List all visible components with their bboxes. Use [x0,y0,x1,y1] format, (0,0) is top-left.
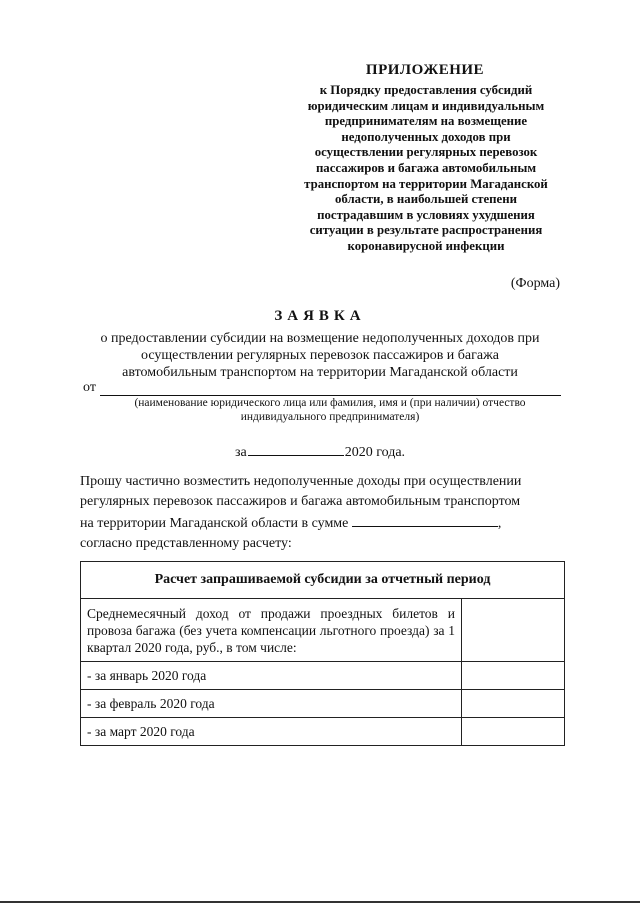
appendix-line: пострадавшим в условиях ухудшения [317,207,535,222]
subsidy-calculation-table [80,561,565,746]
appendix-line: транспортом на территории Магаданской [304,176,548,191]
request-line-sum [80,512,568,534]
appendix-line: области, в наибольшей степени [335,192,517,207]
row-value-cell[interactable] [462,599,565,662]
request-line: регулярных перевозок пассажиров и багажа автомобильным транспортом [80,494,521,509]
table-header-row [81,562,565,599]
table-row [81,599,565,662]
caption-line: (наименование юридического лица или фамилия, имя и (при наличии) отчество [134,397,526,409]
application-title: ЗАЯВКА [274,308,366,324]
page-bottom-divider [0,901,640,903]
request-line: Прошу частично возместить недополученные доходы при осуществлении [80,474,522,489]
appendix-line: пассажиров и багажа автомобильным [315,160,537,175]
form-label: (Форма) [510,276,560,291]
appendix-text [276,83,576,255]
row-label: - за март 2020 года [81,718,462,746]
table-row [81,662,565,690]
row-value-cell[interactable] [462,662,565,690]
period-prefix: за [234,445,247,460]
caption-line: индивидуального предпринимателя) [240,411,420,423]
table-row [81,690,565,718]
table-header: Расчет запрашиваемой субсидии за отчетный период [81,562,565,599]
request-sum-suffix: , [497,516,502,531]
appendix-line: осуществлении регулярных перевозок [314,145,538,160]
period-field [0,441,640,461]
appendix-line: к Порядку предоставления субсидий [319,83,533,97]
request-paragraph [80,472,568,554]
appendix-line: недополученных доходов при [341,129,511,144]
period-suffix: 2020 года. [344,445,406,460]
subtitle-line: осуществлении регулярных перевозок пассажиров и багажа [141,348,499,363]
request-line: согласно представленному расчету: [80,536,292,551]
subtitle-line: о предоставлении субсидии на возмещение недополученных доходов при [100,331,540,346]
subtitle-line: автомобильным транспортом на территории Магаданской области [122,365,518,380]
from-label: от [83,380,96,395]
applicant-caption [100,396,560,424]
row-label: - за январь 2020 года [81,662,462,690]
row-value-cell[interactable] [462,690,565,718]
appendix-line: коронавирусной инфекции [347,238,505,253]
request-sum-prefix: на территории Магаданской области в сумме [80,516,349,531]
sum-blank[interactable] [352,512,498,527]
period-blank[interactable] [248,441,344,456]
appendix-line: ситуации в результате распространения [309,223,543,238]
appendix-line: юридическим лицам и индивидуальным [307,98,545,113]
application-subtitle [60,330,580,381]
row-value-cell[interactable] [462,718,565,746]
row-label: Среднемесячный доход от продажи проездных билетов и провоза багажа (без учета компенсации льготного проезда) за 1 квартал 2020 года, руб., в том числе: [81,599,462,662]
appendix-line: предпринимателям на возмещение [324,114,528,129]
table-row [81,718,565,746]
row-label: - за февраль 2020 года [81,690,462,718]
appendix-title: ПРИЛОЖЕНИЕ [365,62,485,78]
